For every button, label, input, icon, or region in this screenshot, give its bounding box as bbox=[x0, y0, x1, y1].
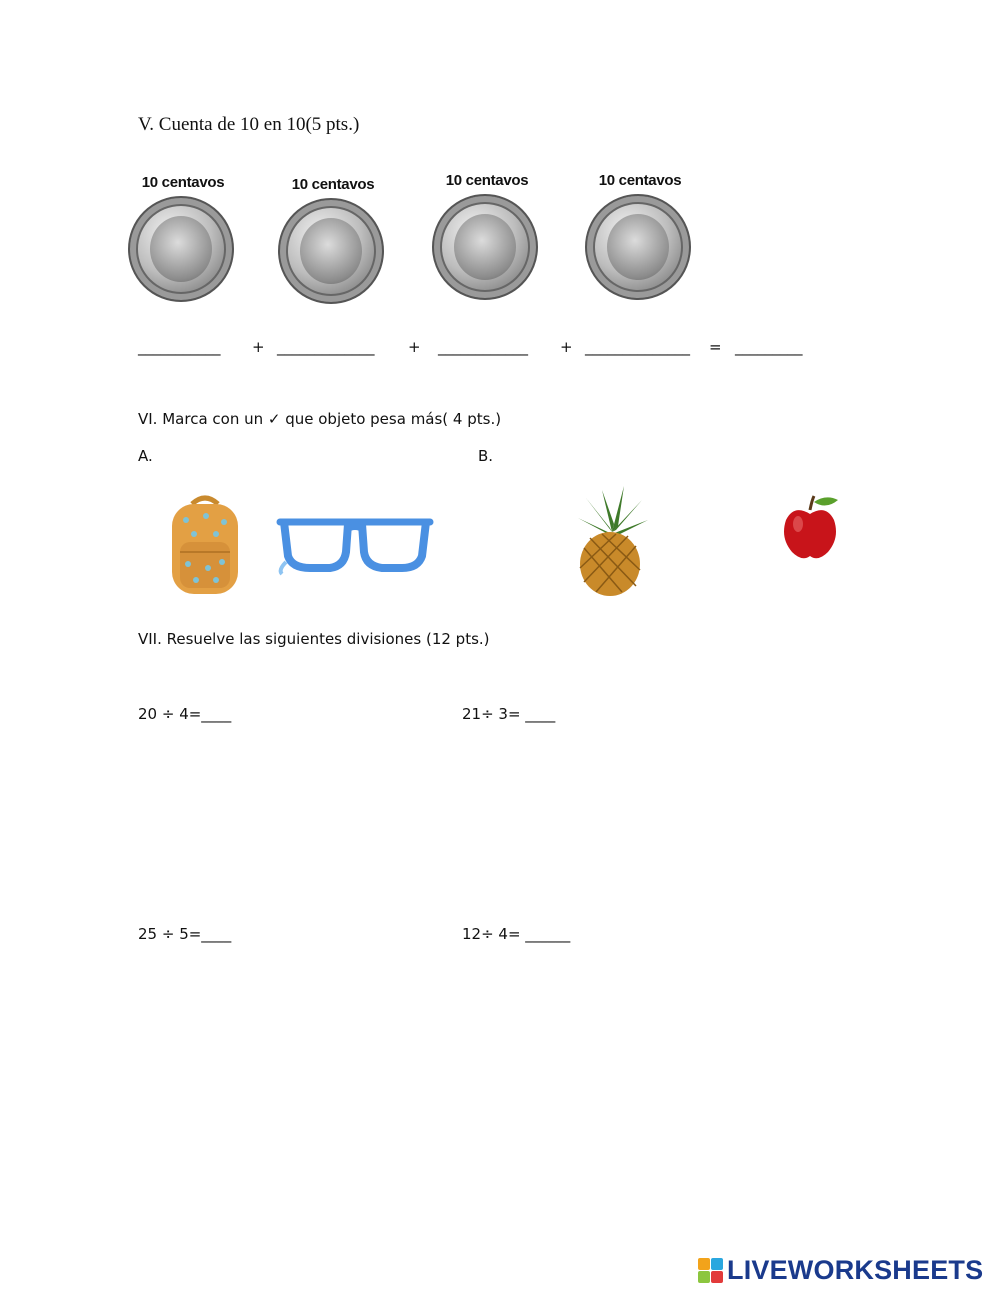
division-problem[interactable]: 21÷ 3= ____ bbox=[462, 705, 556, 723]
answer-blank-4[interactable]: ______________ bbox=[585, 338, 690, 356]
coin-label: 10 centavos bbox=[141, 174, 225, 191]
plus-sign: + bbox=[560, 338, 573, 356]
coin-icon bbox=[278, 198, 384, 304]
pineapple-icon[interactable] bbox=[572, 484, 652, 598]
option-a-label: A. bbox=[138, 447, 153, 465]
backpack-icon[interactable] bbox=[150, 490, 260, 600]
coin-10-centavos bbox=[128, 174, 248, 314]
glasses-icon[interactable] bbox=[276, 512, 434, 576]
coin-icon bbox=[585, 194, 691, 300]
plus-sign: + bbox=[408, 338, 421, 356]
logo-square bbox=[698, 1271, 710, 1283]
coin-10-centavos bbox=[585, 172, 705, 312]
logo-text: LIVEWORKSHEETS bbox=[727, 1254, 984, 1285]
logo-square bbox=[698, 1258, 710, 1270]
logo-square bbox=[711, 1258, 723, 1270]
section-5-title: V. Cuenta de 10 en 10(5 pts.) bbox=[138, 114, 360, 135]
coin-icon bbox=[128, 196, 234, 302]
coin-label: 10 centavos bbox=[598, 172, 682, 189]
division-problem[interactable]: 12÷ 4= ______ bbox=[462, 925, 571, 943]
section-7-title: VII. Resuelve las siguientes divisiones (12 pts.) bbox=[138, 630, 490, 648]
division-problem[interactable]: 25 ÷ 5=____ bbox=[138, 925, 232, 943]
answer-blank-2[interactable]: _____________ bbox=[277, 338, 375, 356]
apple-icon[interactable] bbox=[780, 494, 840, 564]
option-b-label: B. bbox=[478, 447, 494, 465]
logo-mark-icon bbox=[698, 1258, 723, 1283]
coin-label: 10 centavos bbox=[291, 176, 375, 193]
coin-10-centavos bbox=[278, 176, 398, 316]
section-6-title: VI. Marca con un ✓ que objeto pesa más( 4 pts.) bbox=[138, 410, 502, 428]
logo-square bbox=[711, 1271, 723, 1283]
liveworksheets-logo bbox=[698, 1254, 983, 1286]
answer-blank-total[interactable]: _________ bbox=[735, 338, 803, 356]
coin-label: 10 centavos bbox=[445, 172, 529, 189]
answer-blank-3[interactable]: ____________ bbox=[438, 338, 528, 356]
coin-10-centavos bbox=[432, 172, 552, 312]
plus-sign: + bbox=[252, 338, 265, 356]
division-problem[interactable]: 20 ÷ 4=____ bbox=[138, 705, 232, 723]
answer-blank-1[interactable]: ___________ bbox=[138, 338, 221, 356]
equals-sign: = bbox=[709, 338, 722, 356]
coin-icon bbox=[432, 194, 538, 300]
